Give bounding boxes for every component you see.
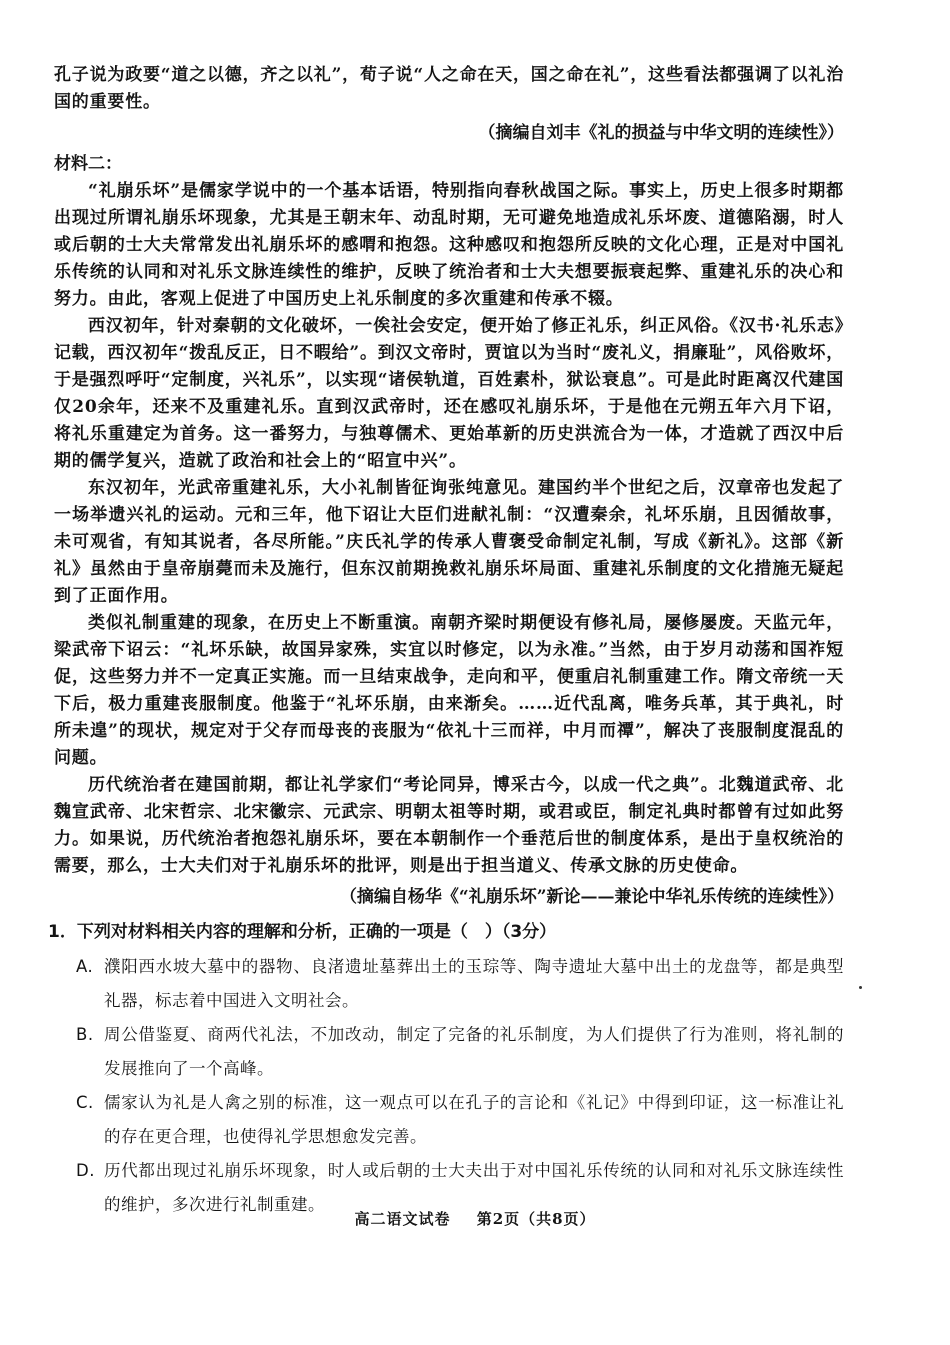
material2-paragraph: 西汉初年，针对秦朝的文化破坏，一俟社会安定，便开始了修正礼乐，纠正风俗。《汉书·礼乐志》记载，西汉初年“拨乱反正，日不暇给”。到汉文帝时，贾谊以为当时“废礼义，捐廉耻”，风俗败坏，于是强烈呼吁“定制度，兴礼乐”，以实现“诸侯轨道，百姓素朴，狱讼衰息”。可是此时距离汉代建国仅20余年，还来不及重建礼乐。直到汉武帝时，还在感叹礼崩乐坏，于是他在元朔五年六月下诏，将礼乐重建定为首务。这一番努力，与独尊儒术、更始革新的历史洪流合为一体，才造就了西汉中后期的儒学复兴，造就了政治和社会上的“昭宣中兴”。 (54, 316, 844, 471)
material2-source: （摘编自杨华《“礼崩乐坏”新论——兼论中华礼乐传统的连续性》） (339, 887, 844, 907)
option-a (76, 950, 844, 1018)
question-1-stem: 1．下列对材料相关内容的理解和分析，正确的一项是（ ）（3分） (48, 922, 557, 942)
material2-paragraph: 类似礼制重建的现象，在历史上不断重演。南朝齐梁时期便设有修礼局，屡修屡废。天监元年，梁武帝下诏云：“礼坏乐缺，故国异家殊，实宜以时修定，以为永准。”当然，由于岁月动荡和国祚短促，这些努力并不一定真正实施。而一旦结束战争，走向和平，便重启礼制重建工作。隋文帝统一天下后，极力重建丧服制度。他鉴于“礼坏乐崩，由来渐矣。……近代乱离，唯务兵革，其于典礼，时所未遑”的现状，规定对于父存而母丧的丧服为“依礼十三而祥，中月而禫”，解决了丧服制度混乱的问题。 (54, 613, 844, 768)
material2-heading: 材料二： (54, 154, 122, 174)
option-c (76, 1086, 844, 1154)
option-b (76, 1018, 844, 1086)
option-text: 历代都出现过礼崩乐坏现象，时人或后朝的士大夫出于对中国礼乐传统的认同和对礼乐文脉连续性的维护，多次进行礼制重建。 (104, 1161, 844, 1214)
material2-paragraph: “礼崩乐坏”是儒家学说中的一个基本话语，特别指向春秋战国之际。事实上，历史上很多时期都出现过所谓礼崩乐坏现象，尤其是王朝末年、动乱时期，无可避免地造成礼乐坏废、道德陷溺，时人或后朝的士大夫常常发出礼崩乐坏的感喟和抱怨。这种感叹和抱怨所反映的文化心理，正是对中国礼乐传统的认同和对礼乐文脉连续性的维护，反映了统治者和士大夫想要振衰起弊、重建礼乐的决心和努力。由此，客观上促进了中国历史上礼乐制度的多次重建和传承不辍。 (54, 181, 844, 309)
option-text: 濮阳西水坡大墓中的器物、良渚遗址墓葬出土的玉琮等、陶寺遗址大墓中出土的龙盘等，都是典型礼器，标志着中国进入文明社会。 (104, 957, 844, 1010)
footer-page-number: 第2页（共8页） (476, 1210, 596, 1228)
option-letter: C. (76, 1093, 94, 1112)
intro-source: （摘编自刘丰《礼的损益与中华文明的连续性》） (478, 123, 844, 143)
option-letter: B. (76, 1025, 94, 1044)
material2-paragraph: 历代统治者在建国前期，都让礼学家们“考论同异，博采古今，以成一代之典”。北魏道武帝、北魏宣武帝、北宋哲宗、北宋徽宗、元武宗、明朝太祖等时期，或君或臣，制定礼典时都曾有过如此努力。如果说，历代统治者抱怨礼崩乐坏，要在本朝制作一个垂范后世的制度体系，是出于皇权统治的需要，那么，士大夫们对于礼崩乐坏的批评，则是出于担当道义、传承文脉的历史使命。 (54, 775, 844, 876)
option-letter: D. (76, 1161, 95, 1180)
material2-paragraph: 东汉初年，光武帝重建礼乐，大小礼制皆征询张纯意见。建国约半个世纪之后，汉章帝也发起了一场举遗兴礼的运动。元和三年，他下诏让大臣们进献礼制：“汉遭秦余，礼坏乐崩，且因循故事，未可观省，有知其说者，各尽所能。”庆氏礼学的传承人曹褒受命制定礼制，写成《新礼》。这部《新礼》虽然由于皇帝崩薨而未及施行，但东汉前期挽救礼崩乐坏局面、重建礼乐制度的文化措施无疑起到了正面作用。 (54, 478, 844, 606)
intro-paragraph: 孔子说为政要“道之以德，齐之以礼”，荀子说“人之命在天，国之命在礼”，这些看法都强调了以礼治国的重要性。 (54, 65, 844, 112)
option-letter: A. (76, 957, 94, 976)
scan-speck (859, 986, 862, 989)
exam-page (48, 62, 844, 1222)
footer-title: 高二语文试卷 (354, 1210, 451, 1228)
option-text: 周公借鉴夏、商两代礼法，不加改动，制定了完备的礼乐制度，为人们提供了行为准则，将礼制的发展推向了一个高峰。 (104, 1025, 844, 1078)
page-footer (0, 1208, 950, 1229)
option-text: 儒家认为礼是人禽之别的标准，这一观点可以在孔子的言论和《礼记》中得到印证，这一标准让礼的存在更合理，也使得礼学思想愈发完善。 (104, 1093, 844, 1146)
